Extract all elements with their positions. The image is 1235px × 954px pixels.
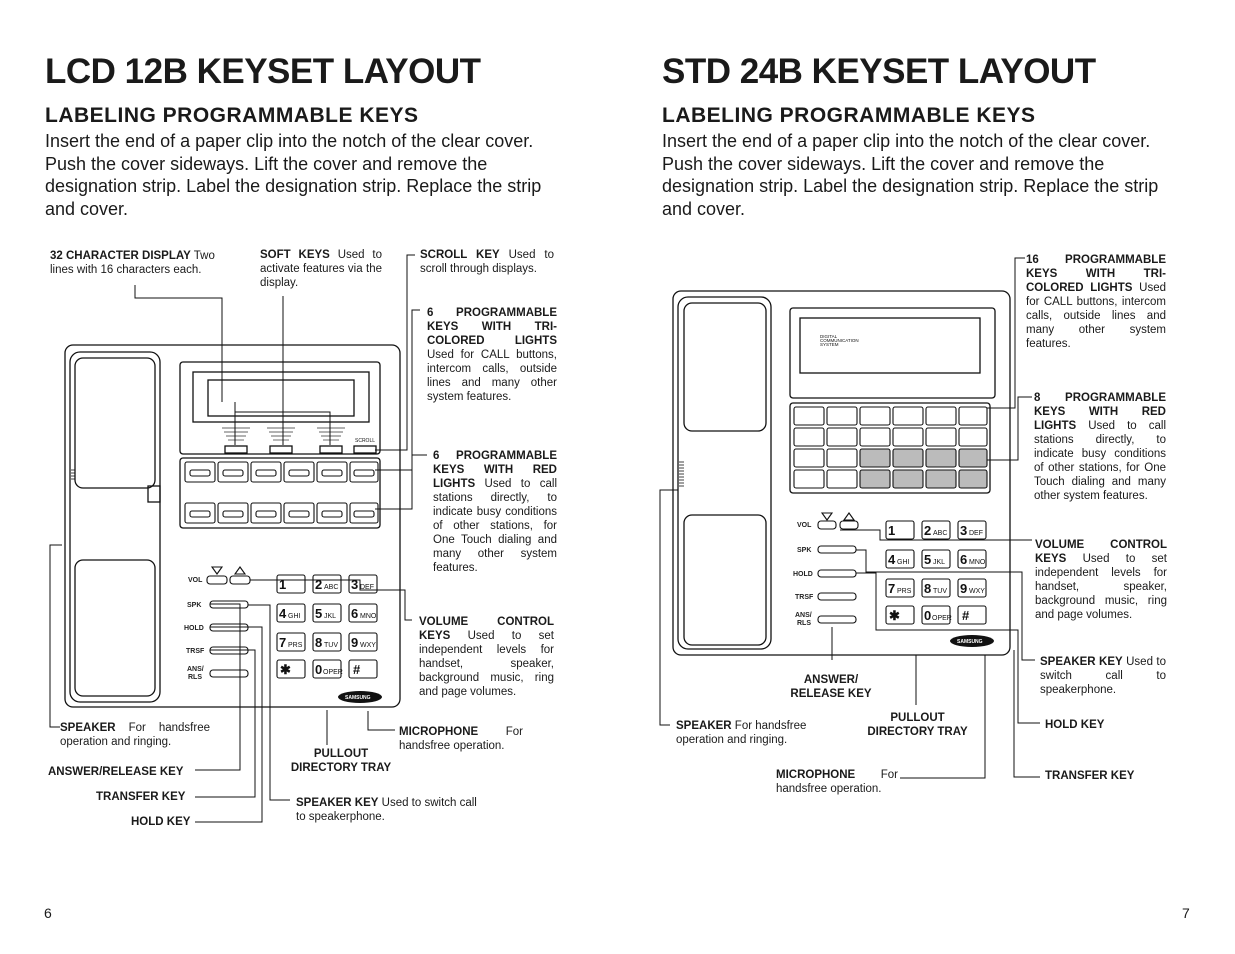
label-volume: VOLUME CONTROL KEYS Used to set independent levels for handset, speaker, background music, ring and page volumes.	[1035, 539, 1167, 621]
svg-text:OPER: OPER	[932, 615, 952, 622]
ans-label: ANS/	[187, 666, 204, 673]
left-page-title: LCD 12B KEYSET LAYOUT	[45, 52, 481, 91]
svg-text:DEF: DEF	[360, 584, 374, 591]
dial-1: 1	[279, 577, 287, 592]
dial-8: 8	[315, 635, 323, 650]
svg-text:HOLD: HOLD	[793, 571, 813, 578]
dial-4: 4	[279, 606, 287, 621]
label-display: 32 CHARACTER DISPLAY Two lines with 16 characters each.	[50, 250, 215, 276]
svg-text:OPER: OPER	[323, 669, 343, 676]
label-speaker: SPEAKER For handsfree operation and ringing.	[676, 720, 807, 746]
svg-text:PRS: PRS	[288, 642, 303, 649]
svg-text:WXY: WXY	[360, 642, 376, 649]
dial-6: 6	[351, 606, 359, 621]
right-subtitle: LABELING PROGRAMMABLE KEYS	[662, 104, 1036, 127]
dial-0: 0	[315, 662, 323, 677]
svg-text:1: 1	[888, 523, 896, 538]
label-speaker-key: SPEAKER KEY Used to switch call to speakerphone.	[296, 797, 477, 823]
svg-text:SYSTEM: SYSTEM	[820, 342, 839, 347]
label-microphone: MICROPHONE For handsfree operation.	[399, 726, 523, 752]
handset	[678, 297, 771, 649]
svg-text:RLS: RLS	[797, 620, 811, 627]
svg-text:6: 6	[960, 552, 968, 567]
label-transfer: TRANSFER KEY	[1045, 770, 1135, 782]
svg-text:GHI: GHI	[897, 559, 910, 566]
svg-text:8: 8	[924, 581, 932, 596]
svg-text:7: 7	[888, 581, 896, 596]
svg-text:JKL: JKL	[324, 613, 337, 620]
scroll-label: SCROLL	[355, 438, 376, 444]
svg-text:ABC: ABC	[933, 530, 948, 537]
label-6-prog-tri: 6 PROGRAMMABLE KEYS WITH TRI-COLORED LIGHTS Used for CALL buttons, intercom calls, outside lines and many other system features.	[427, 307, 557, 403]
svg-text:TUV: TUV	[324, 642, 338, 649]
svg-text:#: #	[962, 608, 970, 623]
label-6-prog-red: 6 PROGRAMMABLE KEYS WITH RED LIGHTS Used to call stations directly, to indicate busy conditions of other stations, for One Touch dialing and many other system features.	[433, 450, 557, 574]
svg-text:4: 4	[888, 552, 896, 567]
svg-text:TUV: TUV	[933, 588, 947, 595]
label-transfer: TRANSFER KEY	[96, 791, 186, 803]
label-16-prog-tri: 16 PROGRAMMABLE KEYS WITH TRI-COLORED LIGHTS Used for CALL buttons, intercom calls, outside lines and many other system features.	[1026, 254, 1166, 350]
dial-9: 9	[351, 635, 359, 650]
label-pullout: PULLOUT DIRECTORY TRAY	[867, 712, 968, 738]
label-hold: HOLD KEY	[1045, 719, 1105, 731]
svg-text:WXY: WXY	[969, 588, 985, 595]
right-intro: Insert the end of a paper clip into the notch of the clear cover. Push the cover sideways. Lift the cover and remove the designation strip. Label the designation strip. Replace the strip and cover.	[662, 131, 1159, 219]
hold-label: HOLD	[184, 625, 204, 632]
right-page-number: 7	[1182, 905, 1190, 921]
svg-text:PRS: PRS	[897, 588, 912, 595]
svg-text:MNO: MNO	[969, 559, 986, 566]
spk-label: SPK	[187, 602, 202, 609]
svg-text:2: 2	[924, 523, 932, 538]
svg-text:COMMUNICATION: COMMUNICATION	[820, 338, 859, 343]
dial-7: 7	[279, 635, 287, 650]
label-soft-keys: SOFT KEYS Used to activate features via the display.	[260, 249, 382, 289]
svg-text:9: 9	[960, 581, 968, 596]
svg-text:TRSF: TRSF	[795, 594, 814, 601]
svg-text:ANS/: ANS/	[795, 612, 812, 619]
label-volume: VOLUME CONTROL KEYS Used to set independent levels for handset, speaker, background music, ring and page volumes.	[419, 616, 554, 698]
label-answer-release: ANSWER/ RELEASE KEY	[790, 674, 872, 700]
label-answer-release: ANSWER/RELEASE KEY	[48, 766, 184, 778]
svg-text:GHI: GHI	[288, 613, 301, 620]
right-page-title: STD 24B KEYSET LAYOUT	[662, 52, 1096, 91]
svg-text:JKL: JKL	[933, 559, 946, 566]
dial-star: ✱	[280, 662, 291, 677]
label-pullout: PULLOUT DIRECTORY TRAY	[290, 748, 392, 774]
label-speaker: SPEAKER For handsfree operation and ringing.	[60, 722, 210, 748]
svg-text:DEF: DEF	[969, 530, 983, 537]
dial-5: 5	[315, 606, 323, 621]
trsf-label: TRSF	[186, 648, 205, 655]
rls-label: RLS	[188, 674, 202, 681]
label-speaker-key: SPEAKER KEY Used to switch call to speakerphone.	[1040, 656, 1167, 696]
label-scroll-key: SCROLL KEY Used to scroll through displays.	[420, 249, 554, 275]
left-subtitle: LABELING PROGRAMMABLE KEYS	[45, 104, 419, 127]
svg-text:5: 5	[924, 552, 932, 567]
svg-text:VOL: VOL	[797, 522, 812, 529]
svg-text:ABC: ABC	[324, 584, 339, 591]
svg-text:✱: ✱	[889, 608, 900, 623]
label-hold: HOLD KEY	[131, 816, 191, 828]
svg-text:3: 3	[960, 523, 968, 538]
svg-text:SAMSUNG: SAMSUNG	[957, 639, 983, 645]
svg-text:SAMSUNG: SAMSUNG	[345, 695, 371, 701]
label-8-prog-red: 8 PROGRAMMABLE KEYS WITH RED LIGHTS Used to call stations directly, to indicate busy conditions of other stations, for One Touch dialing and many other system features.	[1034, 392, 1166, 502]
dial-3: 3	[351, 577, 359, 592]
label-microphone: MICROPHONE For handsfree operation.	[776, 769, 898, 795]
svg-text:SPK: SPK	[797, 547, 812, 554]
svg-text:DIGITAL: DIGITAL	[820, 334, 838, 339]
left-intro: Insert the end of a paper clip into the notch of the clear cover. Push the cover sideways. Lift the cover and remove the designation strip. Label the designation strip. Replace the strip and cover.	[45, 131, 542, 219]
dial-2: 2	[315, 577, 323, 592]
vol-label: VOL	[188, 577, 203, 584]
dial-hash: #	[353, 662, 361, 677]
svg-text:0: 0	[924, 608, 932, 623]
svg-text:MNO: MNO	[360, 613, 377, 620]
left-page-number: 6	[44, 905, 52, 921]
